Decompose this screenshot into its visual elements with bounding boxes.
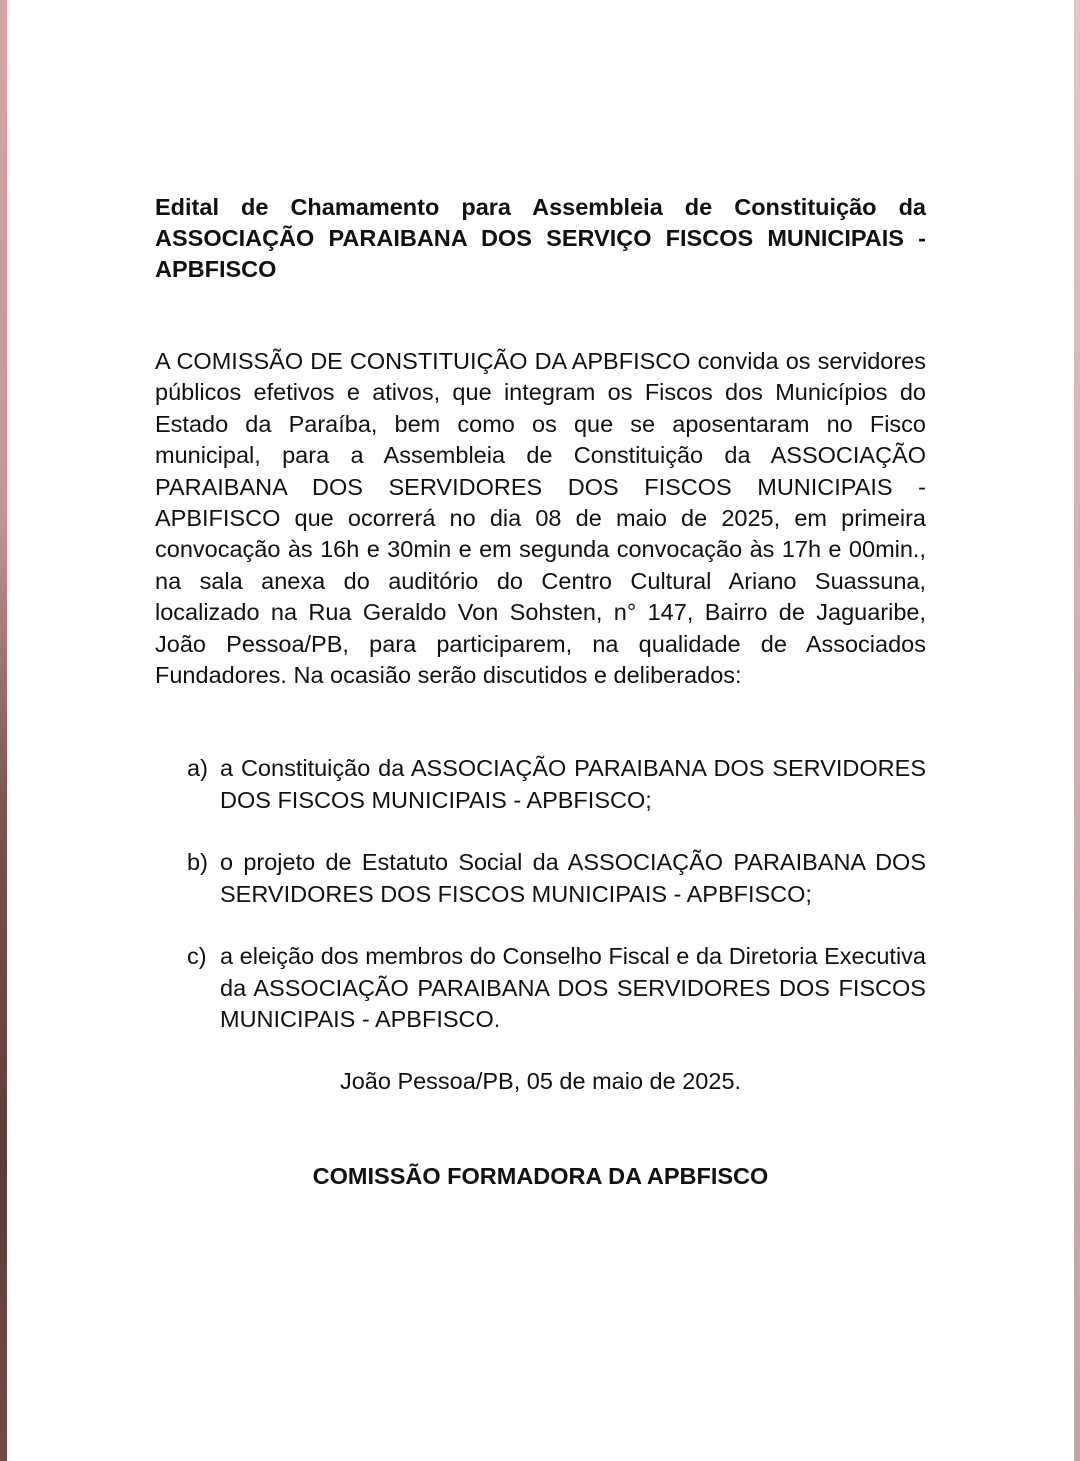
intro-paragraph: A COMISSÃO DE CONSTITUIÇÃO DA APBFISCO convida os servidores públicos efetivos e ativos, que integram os Fiscos dos Municípios do Estado da Paraíba, bem como os que se aposentaram no Fisco municipal, para a Assembleia de Constituição da ASSOCIAÇÃO PARAIBANA DOS SERVIDORES DOS FISCOS MUNICIPAIS - APBIFISCO que ocorrerá no dia 08 de maio de 2025, em primeira convocação às 16h e 30min e em segunda convocação às 17h e 00min., na sala anexa do auditório do Centro Cultural Ariano Suassuna, localizado na Rua Geraldo Von Sohsten, n° 147, Bairro de Jaguaribe, João Pessoa/PB, para participarem, na qualidade de Associados Fundadores. Na ocasião serão discutidos e deliberados: [155,348,926,689]
list-item-text: a Constituição da ASSOCIAÇÃO PARAIBANA DOS SERVIDORES DOS FISCOS MUNICIPAIS - APBFISCO; [220,755,926,813]
list-item [155,847,926,910]
right-page-edge [1074,0,1080,1461]
signature-line: COMISSÃO FORMADORA DA APBFISCO [312,1163,769,1190]
document-title: Edital de Chamamento para Assembleia de Constituição da ASSOCIAÇÃO PARAIBANA DOS SERVIÇO FISCOS MUNICIPAIS - APBFISCO [155,194,926,282]
list-item-marker: b) [187,849,208,876]
agenda-list [155,753,926,1035]
document-page [155,192,926,1192]
list-item [155,753,926,816]
list-item [155,941,926,1035]
list-item-marker: a) [187,755,208,782]
left-page-edge [0,0,7,1461]
list-item-marker: c) [187,943,207,970]
list-item-text: o projeto de Estatuto Social da ASSOCIAÇÃO PARAIBANA DOS SERVIDORES DOS FISCOS MUNICIPAIS - APBFISCO; [220,849,926,907]
list-item-text: a eleição dos membros do Conselho Fiscal e da Diretoria Executiva da ASSOCIAÇÃO PARAIBANA DOS SERVIDORES DOS FISCOS MUNICIPAIS - APBFISCO. [220,943,926,1032]
place-and-date: João Pessoa/PB, 05 de maio de 2025. [339,1068,742,1095]
